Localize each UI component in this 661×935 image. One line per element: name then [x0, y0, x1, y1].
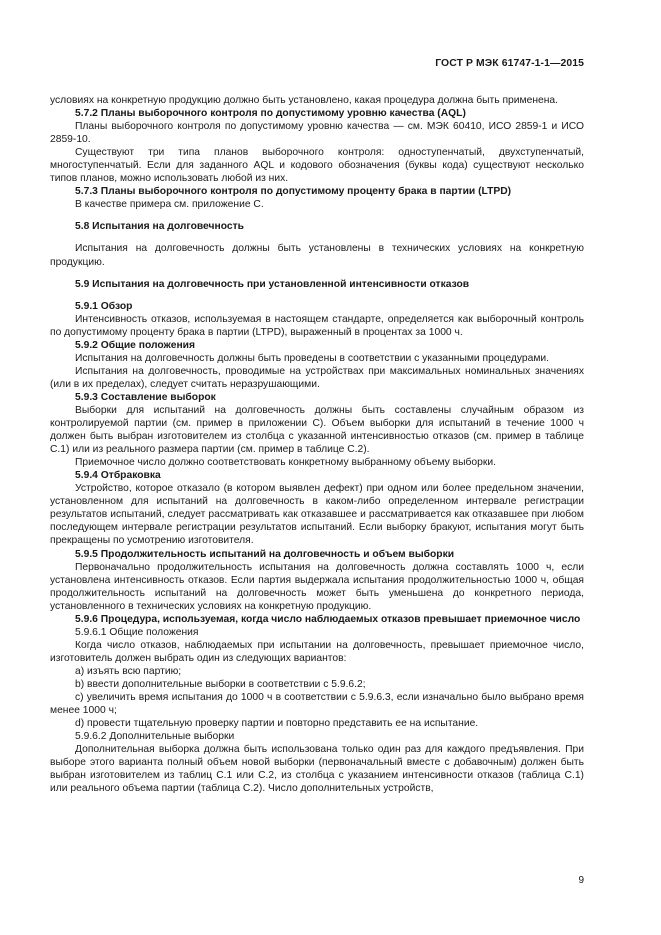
paragraph: Приемочное число должно соответствовать конкретному выбранному объему выборки. — [75, 457, 496, 469]
paragraph: Выборки для испытаний на долговечность должны быть составлены случайным образом из контролируемой партии (см. пример в приложении С). Объем выборки для испытаний в течение 1000 ч должен быть выбран изготовителем из столбца с указанной интенсивностью отказов (см. пример в таблице С.1) или из реального размера партии (см. пример в таблице С.2). — [50, 404, 584, 456]
heading-5-9-6: 5.9.6 Процедура, используемая, когда число наблюдаемых отказов превышает приемочное число — [75, 613, 581, 625]
paragraph: Планы выборочного контроля по допустимому уровню качества — см. МЭК 60410, ИСО 2859-1 и ИСО 2859-10. — [50, 121, 584, 146]
page-number: 9 — [578, 875, 584, 886]
heading-5-9-4: 5.9.4 Отбраковка — [75, 470, 161, 482]
paragraph: Интенсивность отказов, используемая в настоящем стандарте, определяется как выборочный контроль по допустимому проценту брака в партии (LTPD), выраженный в процентах за 1000 ч. — [50, 313, 584, 338]
paragraph: Когда число отказов, наблюдаемых при испытании на долговечность, превышает приемочное число, изготовитель должен выбрать один из следующих вариантов: — [50, 639, 584, 664]
subheading-5-9-6-1: 5.9.6.1 Общие положения — [75, 626, 199, 638]
heading-5-9-2: 5.9.2 Общие положения — [75, 339, 195, 351]
paragraph: В качестве примера см. приложение С. — [75, 199, 264, 211]
paragraph: Дополнительная выборка должна быть использована только один раз для каждого предъявления. При выборе этого варианта полный объем новой выборки (первоначальный вместе с добавочным) должен быть выбран изготовителем из таблиц С.1 или С.2, из столбца с указанием интенсивности отказов (таблица С.1) или реального объема партии (таблица С.2). Число дополнительных устройств, — [50, 744, 584, 795]
document-body — [50, 94, 584, 795]
standard-header: ГОСТ Р МЭК 61747-1-1—2015 — [435, 58, 584, 69]
paragraph: условиях на конкретную продукцию должно быть установлено, какая процедура должна быть применена. — [50, 95, 559, 106]
list-item: c) увеличить время испытания до 1000 ч в соответствии с 5.9.6.3, если изначально было выбрано время менее 1000 ч; — [50, 692, 584, 717]
list-item: d) провести тщательную проверку партии и повторно представить ее на испытание. — [75, 718, 479, 730]
heading-5-7-3: 5.7.3 Планы выборочного контроля по допустимому проценту брака в партии (LTPD) — [75, 186, 512, 198]
heading-5-9-5: 5.9.5 Продолжительность испытаний на долговечность и объем выборки — [75, 548, 455, 560]
subheading-5-9-6-2: 5.9.6.2 Дополнительные выборки — [75, 731, 235, 743]
paragraph: Существуют три типа планов выборочного контроля: одноступенчатый, двухступенчатый, многоступенчатый. Если для заданного AQL и кодового обозначения (буквы кода) существуют несколько типов планов, можно использовать любой из них. — [50, 147, 584, 185]
list-item: b) ввести дополнительные выборки в соответствии с 5.9.6.2; — [75, 678, 366, 690]
paragraph: Испытания на долговечность, проводимые на устройствах при максимальных номинальных значениях (или в их пределах), следует считать неразрушающими. — [50, 365, 584, 390]
heading-5-9: 5.9 Испытания на долговечность при установленной интенсивности отказов — [75, 278, 470, 290]
heading-5-7-2: 5.7.2 Планы выборочного контроля по допустимому уровню качества (AQL) — [75, 108, 466, 120]
paragraph: Испытания на долговечность должны быть установлены в технических условиях на конкретную продукцию. — [50, 243, 584, 268]
paragraph: Испытания на долговечность должны быть проведены в соответствии с указанными процедурами. — [75, 352, 550, 364]
heading-5-9-3: 5.9.3 Составление выборок — [75, 391, 216, 403]
heading-5-8: 5.8 Испытания на долговечность — [75, 221, 244, 233]
list-item: a) изъять всю партию; — [75, 665, 182, 677]
paragraph: Первоначально продолжительность испытания на долговечность должна составлять 1000 ч, если установлена интенсивность отказов. Если партия выдержала испытания продолжительностью 1000 ч, общая продолжительность испытаний на долговечность может быть уменьшена до конкретного периода, установленного в технических условиях на конкретную продукцию. — [50, 561, 584, 612]
paragraph: Устройство, которое отказало (в котором выявлен дефект) при одном или более предельном значении, установленном для испытаний на долговечность в каком-либо определенном интервале регистрации результатов испытаний, следует рассматривать как отказавшее и рассматривается как отказавшее при любом последующем интервале регистрации результатов испытаний. Если выборку бракуют, испытания могут быть прекращены по усмотрению изготовителя. — [50, 483, 584, 547]
heading-5-9-1: 5.9.1 Обзор — [75, 300, 133, 312]
